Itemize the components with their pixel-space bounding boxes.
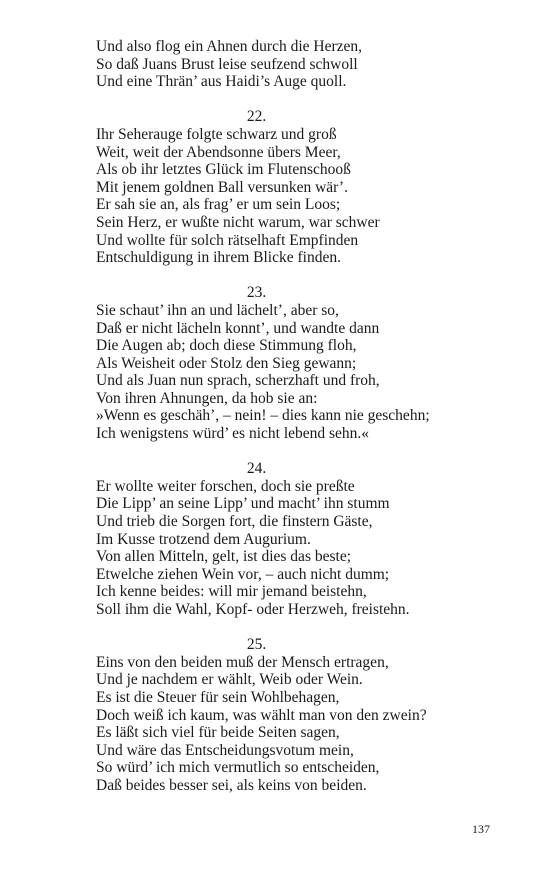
verse-line: Und eine Thrän’ aus Haidi’s Auge quoll. bbox=[96, 73, 347, 91]
verse-line: Im Kusse trotzend dem Augurium. bbox=[96, 530, 311, 548]
stanza-22 bbox=[96, 108, 496, 266]
stanza-24 bbox=[96, 460, 496, 618]
verse-line: Von allen Mitteln, gelt, ist dies das beste; bbox=[96, 548, 352, 566]
verse-line: Und als Juan nun sprach, scherzhaft und froh, bbox=[96, 372, 380, 390]
verse-line: Sie schaut’ ihn an und lächelt’, aber so, bbox=[96, 301, 339, 319]
stanza-25 bbox=[96, 636, 496, 794]
verse-line: Etwelche ziehen Wein vor, – auch nicht dumm; bbox=[96, 565, 390, 583]
opening-lines bbox=[96, 38, 496, 91]
verse-line: Die Lipp’ an seine Lipp’ und macht’ ihn stumm bbox=[96, 495, 390, 513]
verse-line: Daß er nicht lächeln konnt’, und wandte dann bbox=[96, 319, 380, 337]
verse-line: Ich wenigstens würd’ es nicht lebend sehn.« bbox=[96, 425, 370, 443]
verse-line: Mit jenem goldnen Ball versunken wär’. bbox=[96, 178, 348, 196]
poem-text bbox=[96, 38, 496, 795]
stanza-number: 22. bbox=[246, 108, 267, 126]
verse-line: Und wäre das Entscheidungsvotum mein, bbox=[96, 741, 354, 759]
stanza-number: 25. bbox=[246, 636, 267, 654]
verse-line: Es ist die Steuer für sein Wohlbehagen, bbox=[96, 688, 340, 706]
verse-line: So würd’ ich mich vermutlich so entscheiden, bbox=[96, 759, 380, 777]
verse-line: Doch weiß ich kaum, was wählt man von den zwein? bbox=[96, 706, 427, 724]
verse-line: Und wollte für solch rätselhaft Empfinden bbox=[96, 231, 359, 249]
verse-line: Und also flog ein Ahnen durch die Herzen, bbox=[96, 38, 363, 55]
verse-line: Sein Herz, er wußte nicht warum, war schwer bbox=[96, 213, 380, 231]
verse-line: Von ihren Ahnungen, da hob sie an: bbox=[96, 389, 318, 407]
verse-line: Soll ihm die Wahl, Kopf- oder Herzweh, freistehn. bbox=[96, 601, 410, 618]
verse-line: Es läßt sich viel für beide Seiten sagen, bbox=[96, 724, 340, 742]
verse-line: Entschuldigung in ihrem Blicke finden. bbox=[96, 249, 341, 267]
verse-line: So daß Juans Brust leise seufzend schwoll bbox=[96, 55, 358, 73]
stanza-number: 23. bbox=[246, 284, 267, 302]
verse-line: Weit, weit der Abendsonne übers Meer, bbox=[96, 143, 341, 161]
verse-line: Daß beides besser sei, als keins von beiden. bbox=[96, 776, 367, 794]
verse-line: Eins von den beiden muß der Mensch ertragen, bbox=[96, 653, 389, 671]
verse-line: Ihr Seherauge folgte schwarz und groß bbox=[96, 125, 337, 143]
verse-line: Er wollte weiter forschen, doch sie preßte bbox=[96, 477, 355, 495]
stanza-number: 24. bbox=[246, 460, 267, 478]
verse-line: Und je nachdem er wählt, Weib oder Wein. bbox=[96, 671, 363, 689]
verse-line: Als Weisheit oder Stolz den Sieg gewann; bbox=[96, 354, 357, 372]
verse-line: Ich kenne beides: will mir jemand beistehn, bbox=[96, 583, 367, 601]
verse-line: Er sah sie an, als frag’ er um sein Loos; bbox=[96, 196, 341, 214]
verse-line: Und trieb die Sorgen fort, die finstern Gäste, bbox=[96, 513, 373, 531]
page-number: 137 bbox=[472, 822, 490, 836]
verse-line: Die Augen ab; doch diese Stimmung floh, bbox=[96, 337, 357, 355]
stanza-23 bbox=[96, 284, 496, 442]
verse-line: »Wenn es geschäh’, – nein! – dies kann nie geschehn; bbox=[96, 407, 430, 425]
verse-line: Als ob ihr letztes Glück im Flutenschooß bbox=[96, 161, 351, 179]
